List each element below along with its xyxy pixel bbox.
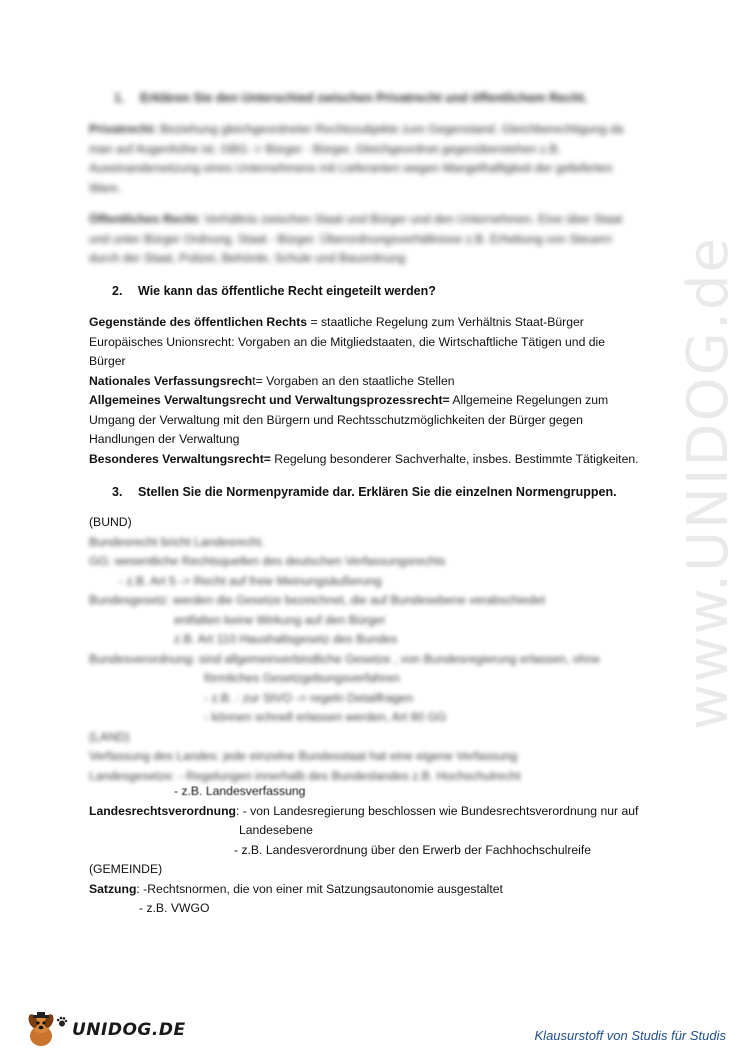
text-line: - z.B. Landesverordnung über den Erwerb der Fachhochschulreife: [234, 842, 592, 857]
logo-text: UNIDOG.DE: [72, 1020, 186, 1040]
question-3-number: 3.: [112, 485, 123, 499]
text-line: = staatliche Regelung zum Verhältnis Staat-Bürger: [307, 315, 584, 329]
question-3-title: Stellen Sie die Normenpyramide dar. Erklären Sie die einzelnen Normengruppen.: [138, 485, 617, 499]
term-landesrechtsverordnung: Landesrechtsverordnung: [89, 803, 236, 818]
text-line: Landesebene: [239, 823, 313, 837]
text-line: : -Rechtsnormen, die von einer mit Satzungsautonomie ausgestaltet: [136, 881, 503, 896]
text-line: Regelung besonderer Sachverhalte, insbes. Bestimmte Tätigkeiten.: [270, 451, 639, 466]
question-2-number: 2.: [112, 284, 123, 298]
text-line: Bundesverordnung: sind allgemeinverbindliche Gesetze , von Bundesregierung erlassen, ohne: [89, 651, 600, 666]
question-3-answer: [89, 513, 659, 919]
term-privatrecht: Privatrecht:: [89, 122, 157, 136]
text-line: - z.B. VWGO: [139, 901, 210, 915]
text-line: t= Vorgaben an den staatliche Stellen: [252, 373, 455, 388]
question-2-answer: [89, 313, 659, 469]
watermark: www.UNIDOG.de: [676, 236, 741, 730]
question-1-number: 1.: [114, 91, 125, 105]
text-line: förmliches Gesetzgebungsverfahren: [204, 671, 400, 685]
text-line: Bundesrecht bricht Landesrecht.: [89, 534, 265, 549]
text-line: Verhältnis zwischen Staat und Bürger und den Unternehmen. Eine über Staat: [204, 212, 623, 226]
section-label-gemeinde: (GEMEINDE): [89, 862, 163, 876]
dog-mascot-icon: [24, 1012, 58, 1048]
paw-icon: [56, 1016, 68, 1028]
text-line: Ware.: [89, 180, 122, 195]
text-line: z.B. Art 110 Haushaltsgesetz des Bundes: [174, 632, 398, 646]
question-1-answer-oeffentliches-recht: [89, 210, 659, 269]
term-gegenstaende: Gegenstände des öffentlichen Rechts: [89, 315, 308, 329]
text-line: - z.B. : zur StVO -> regeln Detailfragen: [204, 690, 413, 705]
text-line: Landesgesetze: - Regelungen innerhalb des Bundeslandes z.B. Hochschulrecht: [89, 768, 521, 783]
text-line: Allgemeine Regelungen zum: [449, 393, 609, 407]
section-label-bund: (BUND): [89, 515, 132, 529]
question-1-heading: [114, 88, 587, 108]
footer-tagline: Klausurstoff von Studis für Studis: [534, 1028, 726, 1043]
term-besonderes-verwaltungsrecht: Besonderes Verwaltungsrecht=: [89, 451, 271, 466]
text-line: Beziehung gleichgeordneter Rechtssubjekte zum Gegenstand. Gleichberechtigung da: [160, 122, 624, 136]
text-line: (LAND): [89, 729, 130, 744]
text-line: Bundesgesetz: werden die Gesetze bezeichnet, die auf Bundesebene verabschiedet: [89, 593, 545, 607]
text-line: GG: wesentliche Rechtsquellen des deutschen Verfassungsrechts: [89, 554, 446, 568]
text-line: Europäisches Unionsrecht: Vorgaben an die Mitgliedstaaten, die Wirtschaftliche Tätigen und die: [89, 334, 606, 349]
text-line: Verfassung des Landes: jede einzelne Bundesstaat hat eine eigene Verfassung: [89, 749, 518, 763]
text-line: man auf Augenhöhe ist. GBG -> Bürger - Bürger, Gleichgeordnet gegenüberstehen z.B.: [89, 141, 561, 156]
term-oeffentliches-recht: Öffentliches Recht:: [89, 212, 201, 226]
text-line: : - von Landesregierung beschlossen wie Bundesrechtsverordnung nur auf: [235, 803, 639, 818]
question-3-heading: [112, 482, 617, 502]
term-nationales-verfassungsrecht: Nationales Verfassungsrech: [89, 373, 253, 388]
question-2-heading: [112, 281, 436, 301]
question-1-title: Erklären Sie den Unterschied zwischen Privatrecht und öffentlichem Recht.: [140, 91, 588, 105]
text-line: und unter Bürger Ordnung. Staat - Bürger. Überordnungsverhältnisse z.B. Erhebung von Steuern: [89, 231, 613, 246]
blurred-section: [89, 533, 659, 787]
term-allgemeines-verwaltungsrecht: Allgemeines Verwaltungsrecht und Verwaltungsprozessrecht=: [89, 393, 450, 407]
text-line: - können schnell erlassen werden, Art 80 GG: [204, 710, 447, 724]
text-line: - z.B. Landesverfassung: [174, 784, 306, 798]
text-line: Auseinandersetzung eines Unternehmens mit Lieferanten wegen Mangelhaftigkeit der gelieferten: [89, 161, 613, 175]
text-line: Handlungen der Verwaltung: [89, 432, 240, 446]
question-1-answer-privatrecht: [89, 120, 659, 198]
term-satzung: Satzung: [89, 881, 137, 896]
text-line: entfalten keine Wirkung auf den Bürger: [174, 612, 386, 627]
text-line: Umgang der Verwaltung mit den Bürgern und Rechtsschutzmöglichkeiten der Bürger gegen: [89, 412, 583, 427]
text-line: - z.B. Art 5 -> Recht auf freie Meinungsäußerung: [119, 573, 382, 588]
text-line: durch der Staat, Polizei, Behörde, Schule und Bauordnung: [89, 251, 406, 265]
text-line: Bürger: [89, 354, 126, 368]
question-2-title: Wie kann das öffentliche Recht eingeteilt werden?: [138, 284, 436, 298]
unidog-logo[interactable]: [24, 1011, 186, 1049]
